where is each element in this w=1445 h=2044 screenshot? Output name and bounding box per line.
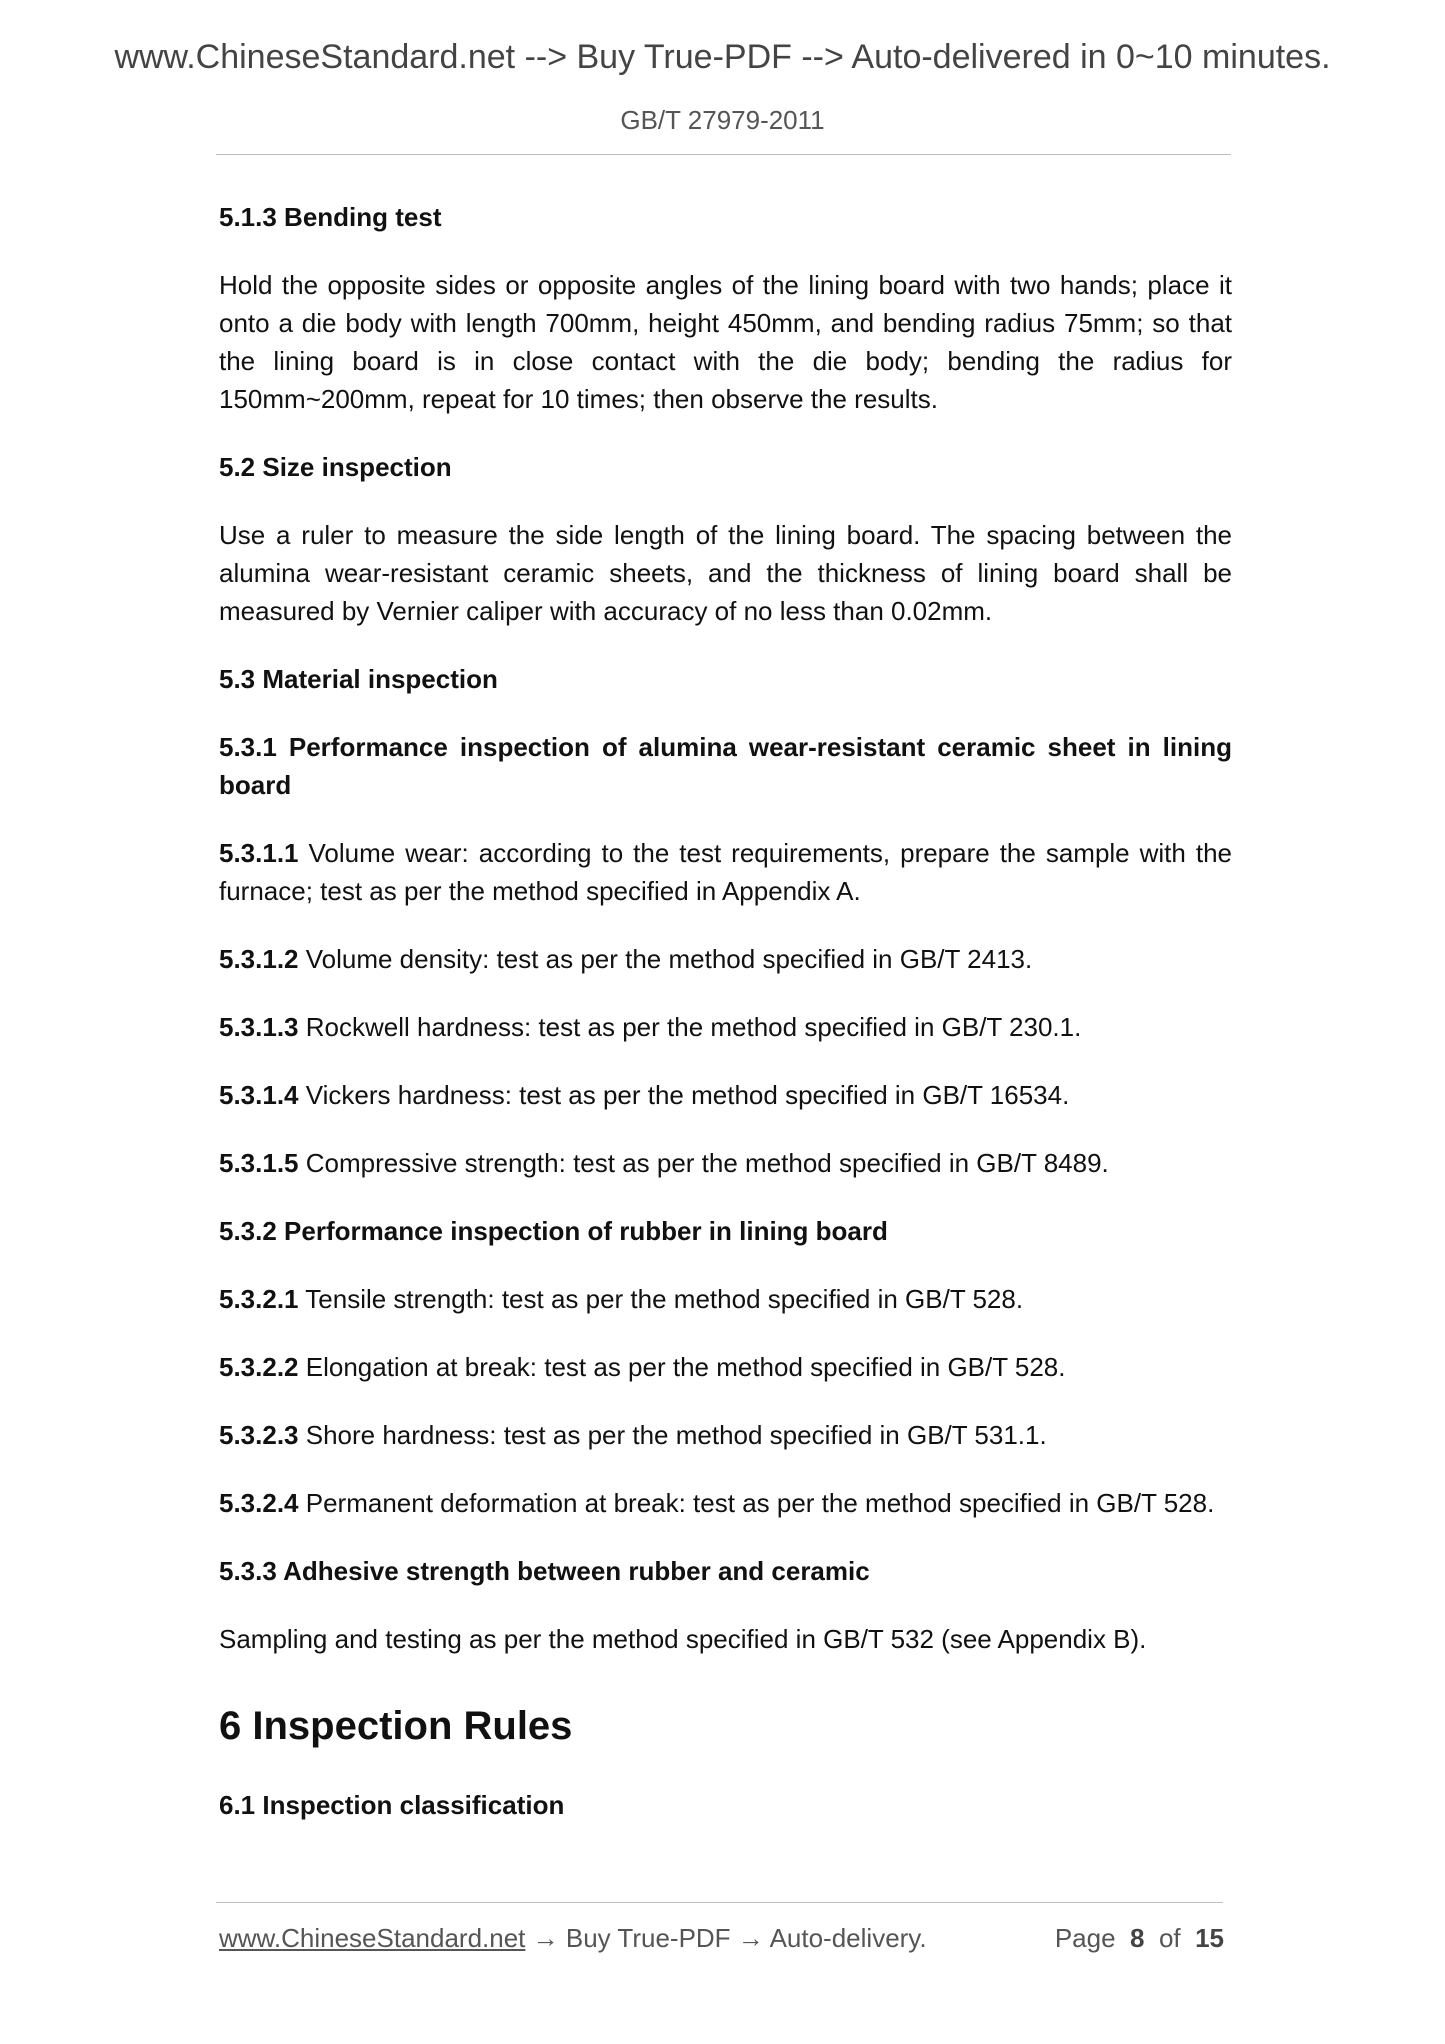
- clause-text: Shore hardness: test as per the method specified in GB/T 531.1.: [298, 1420, 1047, 1450]
- page-content: [219, 198, 1232, 1824]
- page-total: 15: [1195, 1923, 1224, 1953]
- clause-number: 5.3.1.4: [219, 1080, 299, 1110]
- heading-5-1-3: 5.1.3 Bending test: [219, 202, 442, 232]
- clause-text: Rockwell hardness: test as per the method specified in GB/T 230.1.: [298, 1012, 1082, 1042]
- header-divider: [216, 154, 1231, 155]
- clause-text: Volume density: test as per the method specified in GB/T 2413.: [298, 944, 1033, 974]
- clause-5-3-2-1: [219, 1280, 1232, 1318]
- heading-5-3-3: 5.3.3 Adhesive strength between rubber and ceramic: [219, 1556, 870, 1586]
- clause-text: Elongation at break: test as per the method specified in GB/T 528.: [298, 1352, 1066, 1382]
- heading-5-3-2: 5.3.2 Performance inspection of rubber in lining board: [219, 1216, 888, 1246]
- paragraph-adhesive-strength: Sampling and testing as per the method specified in GB/T 532 (see Appendix B).: [219, 1624, 1147, 1654]
- clause-text: Permanent deformation at break: test as per the method specified in GB/T 528.: [298, 1488, 1215, 1518]
- clause-5-3-2-4: [219, 1484, 1232, 1522]
- clause-number: 5.3.1.2: [219, 944, 299, 974]
- clause-number: 5.3.2.4: [219, 1488, 299, 1518]
- footer-tagline: → Buy True-PDF → Auto-delivery.: [525, 1923, 927, 1953]
- paragraph-size-inspection: Use a ruler to measure the side length of the lining board. The spacing between the alumina wear-resistant ceramic sheets, and the thickness of lining board shall be measured by Vernier caliper with accuracy of no less than 0.02mm.: [219, 520, 1232, 626]
- clause-5-3-1-1: [219, 834, 1232, 910]
- clause-5-3-1-2: [219, 940, 1232, 978]
- footer-site-link[interactable]: www.ChineseStandard.net: [219, 1923, 526, 1953]
- clause-number: 5.3.1.1: [219, 838, 299, 868]
- document-code: GB/T 27979-2011: [620, 105, 825, 135]
- of-label: of: [1158, 1923, 1181, 1953]
- clause-text: Volume wear: according to the test requirements, prepare the sample with the furnace; test as per the method specified in Appendix A.: [219, 838, 1232, 906]
- heading-5-3: 5.3 Material inspection: [219, 664, 498, 694]
- heading-6-1: 6.1 Inspection classification: [219, 1790, 565, 1820]
- clause-text: Vickers hardness: test as per the method specified in GB/T 16534.: [298, 1080, 1070, 1110]
- heading-5-2: 5.2 Size inspection: [219, 452, 452, 482]
- page-number: 8: [1130, 1923, 1145, 1953]
- clause-number: 5.3.1.5: [219, 1148, 299, 1178]
- clause-number: 5.3.2.3: [219, 1420, 299, 1450]
- clause-number: 5.3.2.2: [219, 1352, 299, 1382]
- top-banner: www.ChineseStandard.net --> Buy True-PDF --> Auto-delivered in 0~10 minutes.: [114, 38, 1331, 76]
- clause-number: 5.3.2.1: [219, 1284, 299, 1314]
- chapter-6-heading: 6 Inspection Rules: [219, 1704, 573, 1748]
- clause-5-3-1-4: [219, 1076, 1232, 1114]
- heading-5-3-1: 5.3.1 Performance inspection of alumina wear-resistant ceramic sheet in lining board: [219, 732, 1232, 800]
- clause-number: 5.3.1.3: [219, 1012, 299, 1042]
- page-label: Page: [1054, 1923, 1116, 1953]
- clause-5-3-2-3: [219, 1416, 1232, 1454]
- clause-5-3-1-5: [219, 1144, 1232, 1182]
- clause-text: Tensile strength: test as per the method specified in GB/T 528.: [298, 1284, 1024, 1314]
- clause-text: Compressive strength: test as per the method specified in GB/T 8489.: [298, 1148, 1109, 1178]
- page-indicator: [1055, 1921, 1224, 1955]
- page-footer: [219, 1921, 1224, 1955]
- footer-divider: [216, 1902, 1223, 1903]
- paragraph-bending-test: Hold the opposite sides or opposite angles of the lining board with two hands; place it onto a die body with length 700mm, height 450mm, and bending radius 75mm; so that the lining board is in close contact with the die body; bending the radius for 150mm~200mm, repeat for 10 times; then observe the results.: [219, 270, 1232, 414]
- clause-5-3-2-2: [219, 1348, 1232, 1386]
- clause-5-3-1-3: [219, 1008, 1232, 1046]
